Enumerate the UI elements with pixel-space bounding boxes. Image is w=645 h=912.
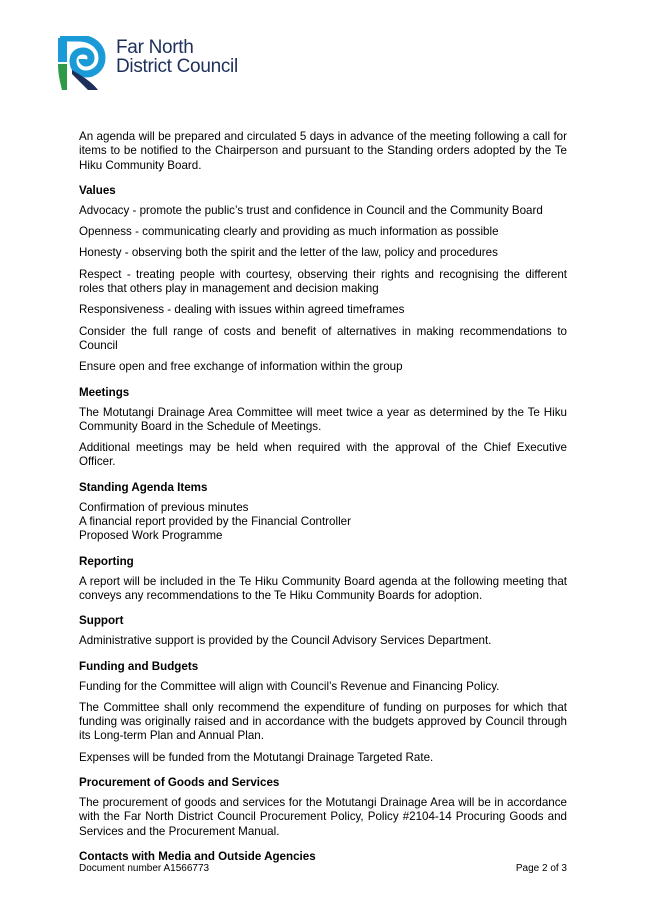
council-logo — [58, 36, 238, 92]
list-item: Proposed Work Programme — [79, 529, 223, 543]
contacts-heading: Contacts with Media and Outside Agencies — [79, 849, 316, 863]
logo-line-1: Far North — [116, 37, 194, 58]
meetings-heading: Meetings — [79, 385, 130, 399]
document-number: Document number A1566773 — [79, 863, 210, 874]
funding-paragraph: Expenses will be funded from the Motutangi Drainage Targeted Rate. — [79, 750, 434, 764]
value-item: Advocacy - promote the public’s trust and confidence in Council and the Community Board — [79, 203, 543, 217]
value-item: Responsiveness - dealing with issues within agreed timeframes — [79, 303, 405, 317]
meetings-paragraph: The Motutangi Drainage Area Committee will meet twice a year as determined by the Te Hiku Community Board in the Schedule of Meetings. — [79, 405, 567, 433]
values-heading: Values — [79, 183, 116, 197]
meetings-paragraph: Additional meetings may be held when required with the approval of the Chief Executive Officer. — [79, 441, 567, 469]
logo-wordmark — [116, 38, 238, 76]
page-number: Page 2 of 3 — [515, 863, 567, 874]
standing-agenda-heading: Standing Agenda Items — [79, 480, 208, 494]
value-item: Openness - communicating clearly and providing as much information as possible — [79, 225, 499, 239]
intro-paragraph: An agenda will be prepared and circulated 5 days in advance of the meeting following a call for items to be notified to the Chairperson and pursuant to the Standing orders adopted by the Te Hiku Community Board. — [79, 130, 567, 172]
value-item: Respect - treating people with courtesy, observing their rights and recognising the different roles that others play in management and decision making — [79, 267, 567, 296]
list-item: A financial report provided by the Financial Controller — [79, 515, 351, 529]
funding-heading: Funding and Budgets — [79, 659, 199, 673]
value-item: Ensure open and free exchange of information within the group — [79, 360, 403, 374]
reporting-heading: Reporting — [79, 554, 134, 568]
document-body — [79, 130, 567, 870]
list-item: Confirmation of previous minutes — [79, 500, 249, 514]
support-paragraph: Administrative support is provided by the Council Advisory Services Department. — [79, 634, 492, 648]
support-heading: Support — [79, 614, 124, 628]
koru-logo-icon — [58, 36, 106, 92]
value-item: Consider the full range of costs and benefit of alternatives in making recommendations to Council — [79, 324, 567, 352]
funding-paragraph: Funding for the Committee will align with Council’s Revenue and Financing Policy. — [79, 679, 500, 693]
logo-line-2: District Council — [116, 56, 238, 77]
reporting-paragraph: A report will be included in the Te Hiku Community Board agenda at the following meeting that conveys any recommendations to the Te Hiku Community Boards for adoption. — [79, 574, 567, 602]
standing-agenda-list — [79, 501, 567, 544]
funding-paragraph: The Committee shall only recommend the expenditure of funding on purposes for which that funding was originally raised and in accordance with the budgets approved by Council through its Long-term Plan and Annual Plan. — [79, 700, 567, 743]
procurement-paragraph: The procurement of goods and services for the Motutangi Drainage Area will be in accordance with the Far North District Council Procurement Policy, Policy #2104-14 Procuring Goods and Services and the Procurement Manual. — [79, 796, 567, 838]
procurement-heading: Procurement of Goods and Services — [79, 776, 280, 790]
value-item: Honesty - observing both the spirit and the letter of the law, policy and procedures — [79, 246, 498, 260]
